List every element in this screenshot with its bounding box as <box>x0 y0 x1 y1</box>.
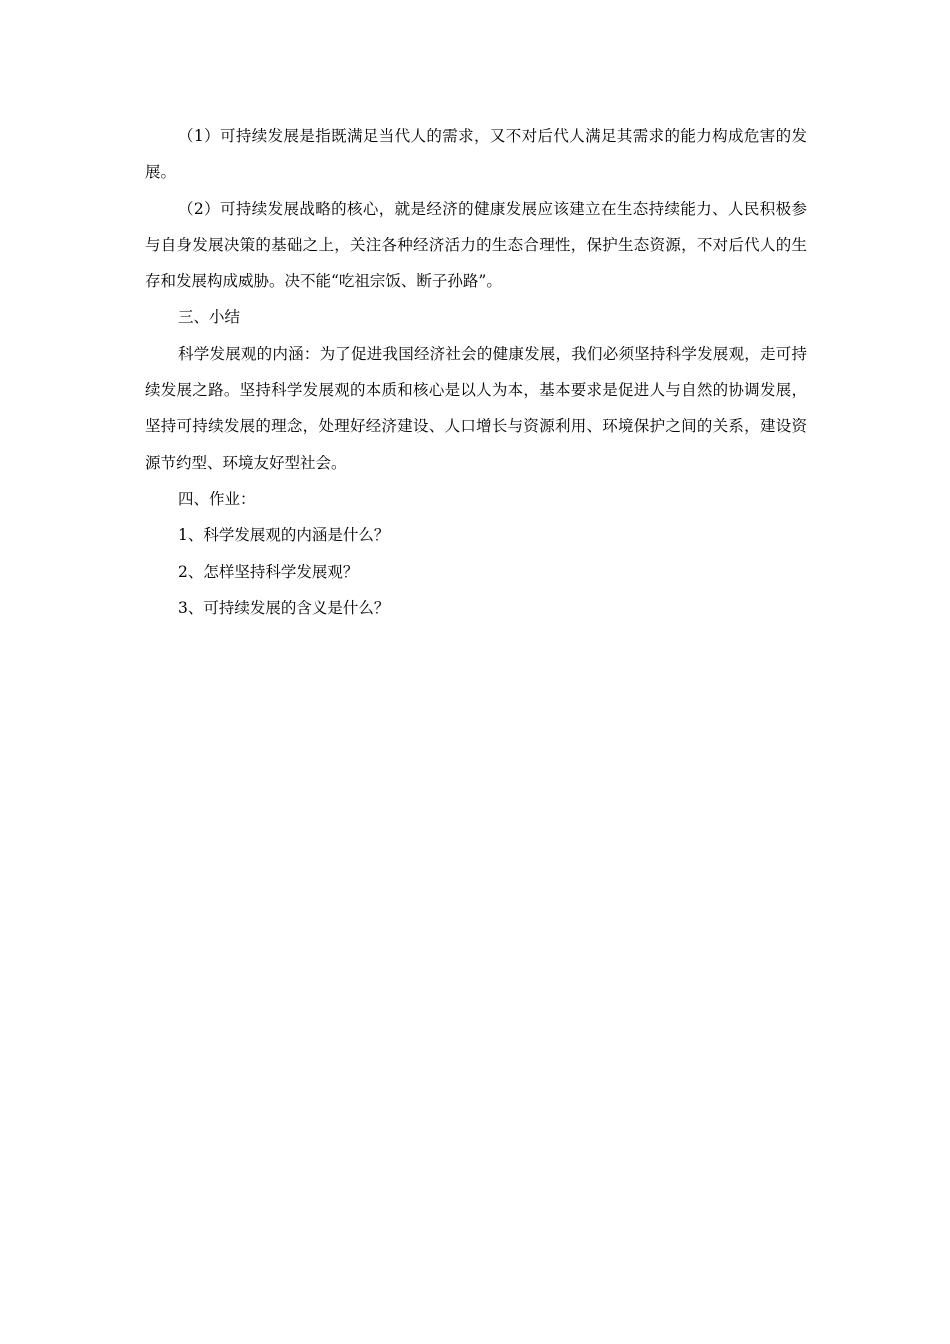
paragraph-sustainable-strategy-core: （2）可持续发展战略的核心，就是经济的健康发展应该建立在生态持续能力、人民积极参与自身发展决策的基础之上，关注各种经济活力的生态合理性，保护生态资源，不对后代人的生存和发展构成威胁。决不能“吃祖宗饭、断子孙路”。 <box>145 199 807 291</box>
homework-item-3: 3、可持续发展的含义是什么？ <box>178 598 390 617</box>
paragraph-sustainable-definition: （1）可持续发展是指既满足当代人的需求，又不对后代人满足其需求的能力构成危害的发展。 <box>145 127 807 182</box>
homework-item-2: 2、怎样坚持科学发展观？ <box>178 562 359 581</box>
document-page <box>145 118 807 626</box>
section-heading-homework: 四、作业： <box>178 489 256 508</box>
section-heading-summary: 三、小结 <box>178 308 241 327</box>
paragraph-summary: 科学发展观的内涵：为了促进我国经济社会的健康发展，我们必须坚持科学发展观，走可持续发展之路。坚持科学发展观的本质和核心是以人为本，基本要求是促进人与自然的协调发展，坚持可持续发展的理念，处理好经济建设、人口增长与资源利用、环境保护之间的关系，建设资源节约型、环境友好型社会。 <box>145 344 807 472</box>
homework-item-1: 1、科学发展观的内涵是什么？ <box>178 526 390 545</box>
